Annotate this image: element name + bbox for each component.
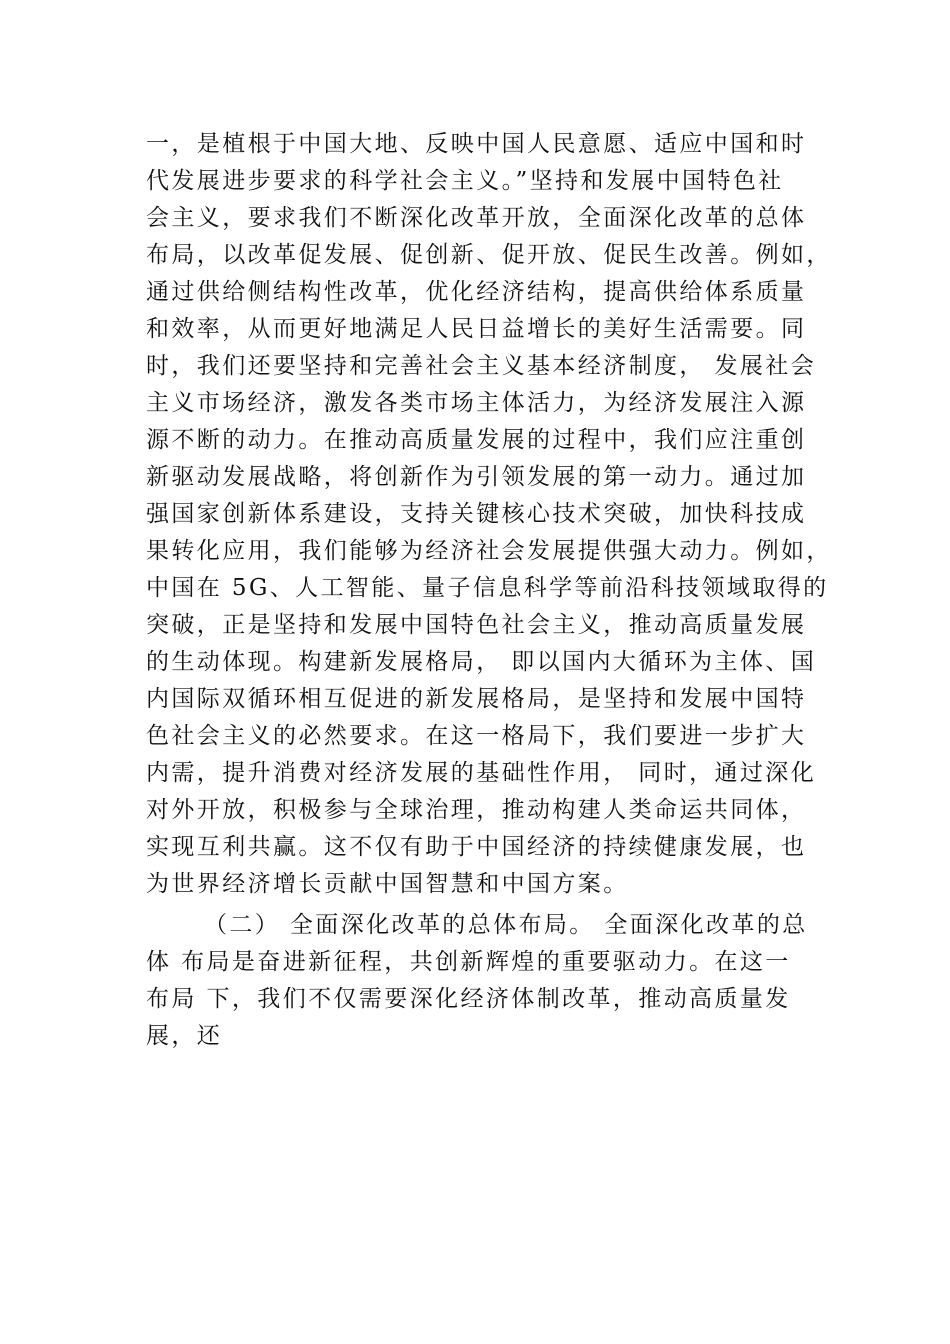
text-line: 对外开放，积极参与全球治理，推动构建人类命运共同体， [146,797,807,823]
paragraph-2 [146,907,818,1055]
body-text [146,126,832,1055]
text-line: 中国在 5G、人工智能、量子信息科学等前沿科技领域取得的 [146,575,829,601]
text-line: 通过供给侧结构性改革，优化经济结构，提高供给体系质量 [146,279,807,305]
text-line: 突破，正是坚持和发展中国特色社会主义，推动高质量发展 [146,612,807,638]
text-line: 会主义，要求我们不断深化改革开放，全面深化改革的总体 [146,205,807,231]
text-line: 布局，以改革促发展、促创新、促开放、促民生改善。例如， [146,242,832,268]
text-line: 果转化应用，我们能够为经济社会发展提供强大动力。例如， [146,538,832,564]
text-line: 色社会主义的必然要求。在这一格局下，我们要进一步扩大 [146,723,807,749]
text-line: 代发展进步要求的科学社会主义。”坚持和发展中国特色社 [146,168,784,194]
text-line: 为世界经济增长贡献中国智慧和中国方案。 [146,871,629,897]
text-line: 源不断的动力。在推动高质量发展的过程中，我们应注重创 [146,427,807,453]
text-line: 实现互利共赢。这不仅有助于中国经济的持续健康发展，也 [146,834,807,860]
text-line: 布局 下，我们不仅需要深化经济体制改革，推动高质量发 [146,986,791,1012]
text-line: 时，我们还要坚持和完善社会主义基本经济制度， 发展社会 [146,353,817,379]
section-heading-line: （二） 全面深化改革的总体布局。 全面深化改革的总 [204,912,808,938]
text-line: 体 布局是奋进新征程，共创新辉煌的重要驱动力。在这一 [146,949,791,975]
text-line: 和效率，从而更好地满足人民日益增长的美好生活需要。同 [146,316,807,342]
text-line: 展，还 [146,1023,223,1049]
text-line: 主义市场经济，激发各类市场主体活力，为经济发展注入源 [146,390,807,416]
text-line: 内需，提升消费对经济发展的基础性作用， 同时，通过深化 [146,760,817,786]
paragraph-1 [146,126,832,903]
text-line: 的生动体现。构建新发展格局， 即以国内大循环为主体、国 [146,649,817,675]
text-line: 内国际双循环相互促进的新发展格局，是坚持和发展中国特 [146,686,807,712]
text-line: 新驱动发展战略，将创新作为引领发展的第一动力。通过加 [146,464,807,490]
text-line: 强国家创新体系建设，支持关键核心技术突破，加快科技成 [146,501,807,527]
text-line: 一，是植根于中国大地、反映中国人民意愿、适应中国和时 [146,131,807,157]
